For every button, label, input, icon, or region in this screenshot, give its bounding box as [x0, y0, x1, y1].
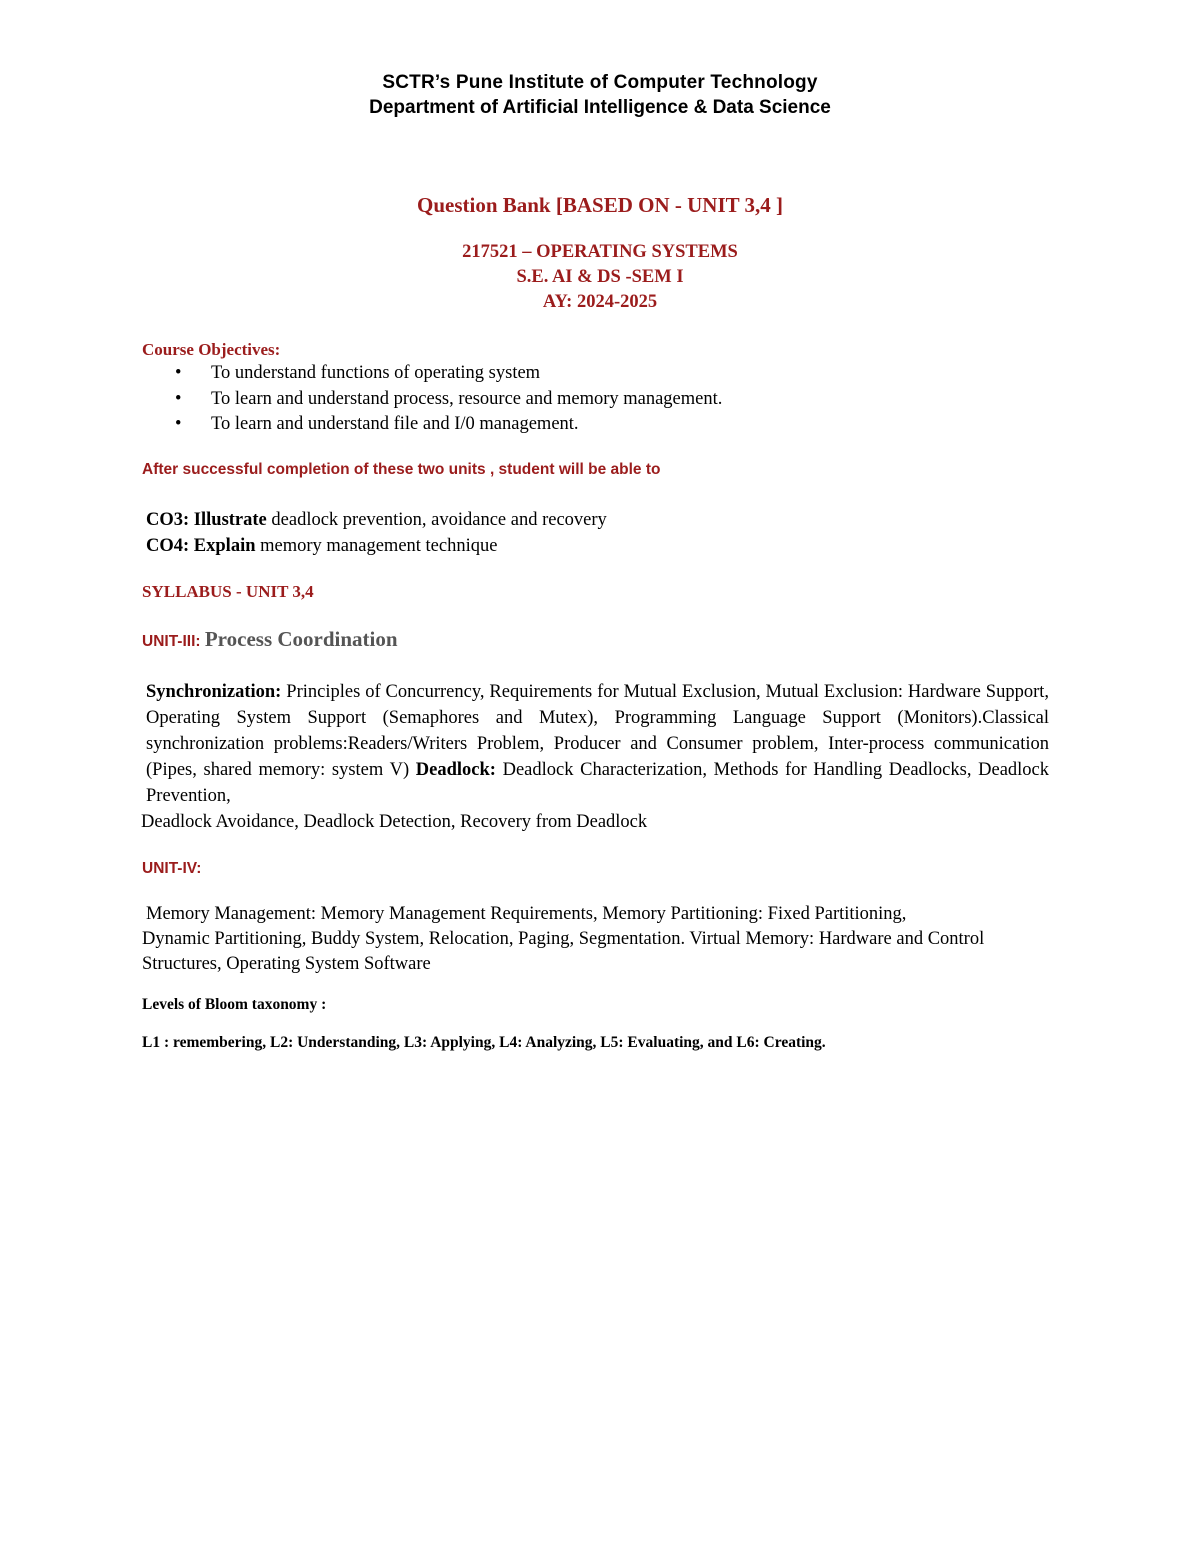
unit-3-heading [142, 627, 398, 652]
co3-text: deadlock prevention, avoidance and recovery [266, 510, 607, 530]
objective-text: To learn and understand process, resource and memory management. [211, 388, 723, 409]
bullet-icon: • [175, 388, 182, 409]
unit-3-title: Process Coordination [204, 627, 398, 651]
list-item [175, 412, 722, 438]
academic-year: AY: 2024-2025 [542, 292, 658, 312]
objectives-list [175, 361, 722, 438]
unit-4-content [142, 902, 1067, 977]
synchronization-text: Principles of Concurrency, Requirements for Mutual Exclusion, Mutual Exclusion: Hardware Support, Operating System Support (Semaphores and Mutex), Programming Language Support (Monitors).Classical synchronization problems:Readers/Writers Problem, Producer and Consumer problem, Inter-process communication (Pipes, shared memory: system V) [146, 682, 1049, 780]
unit-4-heading: UNIT-IV: [142, 860, 202, 877]
deadlock-text-last-line: Deadlock Avoidance, Deadlock Detection, Recovery from Deadlock [141, 812, 648, 832]
unit-4-rest: Dynamic Partitioning, Buddy System, Relocation, Paging, Segmentation. Virtual Memory: Hardware and Control Structures, Operating System Software [142, 929, 985, 974]
co4-text: memory management technique [255, 536, 498, 556]
bullet-icon: • [175, 414, 182, 434]
question-bank-title: Question Bank [BASED ON - UNIT 3,4 ] [416, 193, 783, 217]
objective-text: To understand functions of operating system [211, 363, 541, 383]
co3-code: CO3: [146, 510, 190, 530]
bloom-taxonomy-heading: Levels of Bloom taxonomy : [142, 996, 327, 1013]
co4-verb: Explain [193, 536, 256, 556]
unit-4-first-line: Memory Management: Memory Management Requirements, Memory Partitioning: Fixed Partitioning, [146, 904, 907, 924]
bullet-icon: • [175, 363, 182, 383]
unit-3-content [141, 679, 1050, 835]
deadlock-label: Deadlock: [415, 760, 496, 780]
bloom-taxonomy-levels: L1 : remembering, L2: Understanding, L3: Applying, L4: Analyzing, L5: Evaluating, and L6: Creating. [142, 1034, 826, 1051]
list-item [175, 361, 722, 387]
course-outcome-co4 [146, 536, 497, 557]
outcomes-intro: After successful completion of these two units , student will be able to [142, 461, 661, 478]
deadlock-text: Deadlock Characterization, Methods for Handling Deadlocks, Deadlock Prevention, [146, 760, 1050, 806]
unit-3-label: UNIT-III: [142, 633, 205, 650]
co3-verb: Illustrate [193, 510, 267, 530]
synchronization-label: Synchronization: [146, 682, 282, 702]
syllabus-heading: SYLLABUS - UNIT 3,4 [142, 582, 314, 601]
course-code: 217521 – OPERATING SYSTEMS [462, 242, 738, 262]
objective-text: To learn and understand file and I/0 management. [211, 414, 579, 434]
course-outcome-co3 [146, 510, 607, 531]
course-objectives-heading: Course Objectives: [142, 340, 281, 359]
institute-name: SCTR’s Pune Institute of Computer Technology [382, 72, 818, 93]
list-item [175, 387, 722, 413]
department-name: Department of Artificial Intelligence & Data Science [369, 97, 831, 118]
class-semester: S.E. AI & DS -SEM I [516, 267, 684, 287]
co4-code: CO4: [146, 536, 190, 556]
